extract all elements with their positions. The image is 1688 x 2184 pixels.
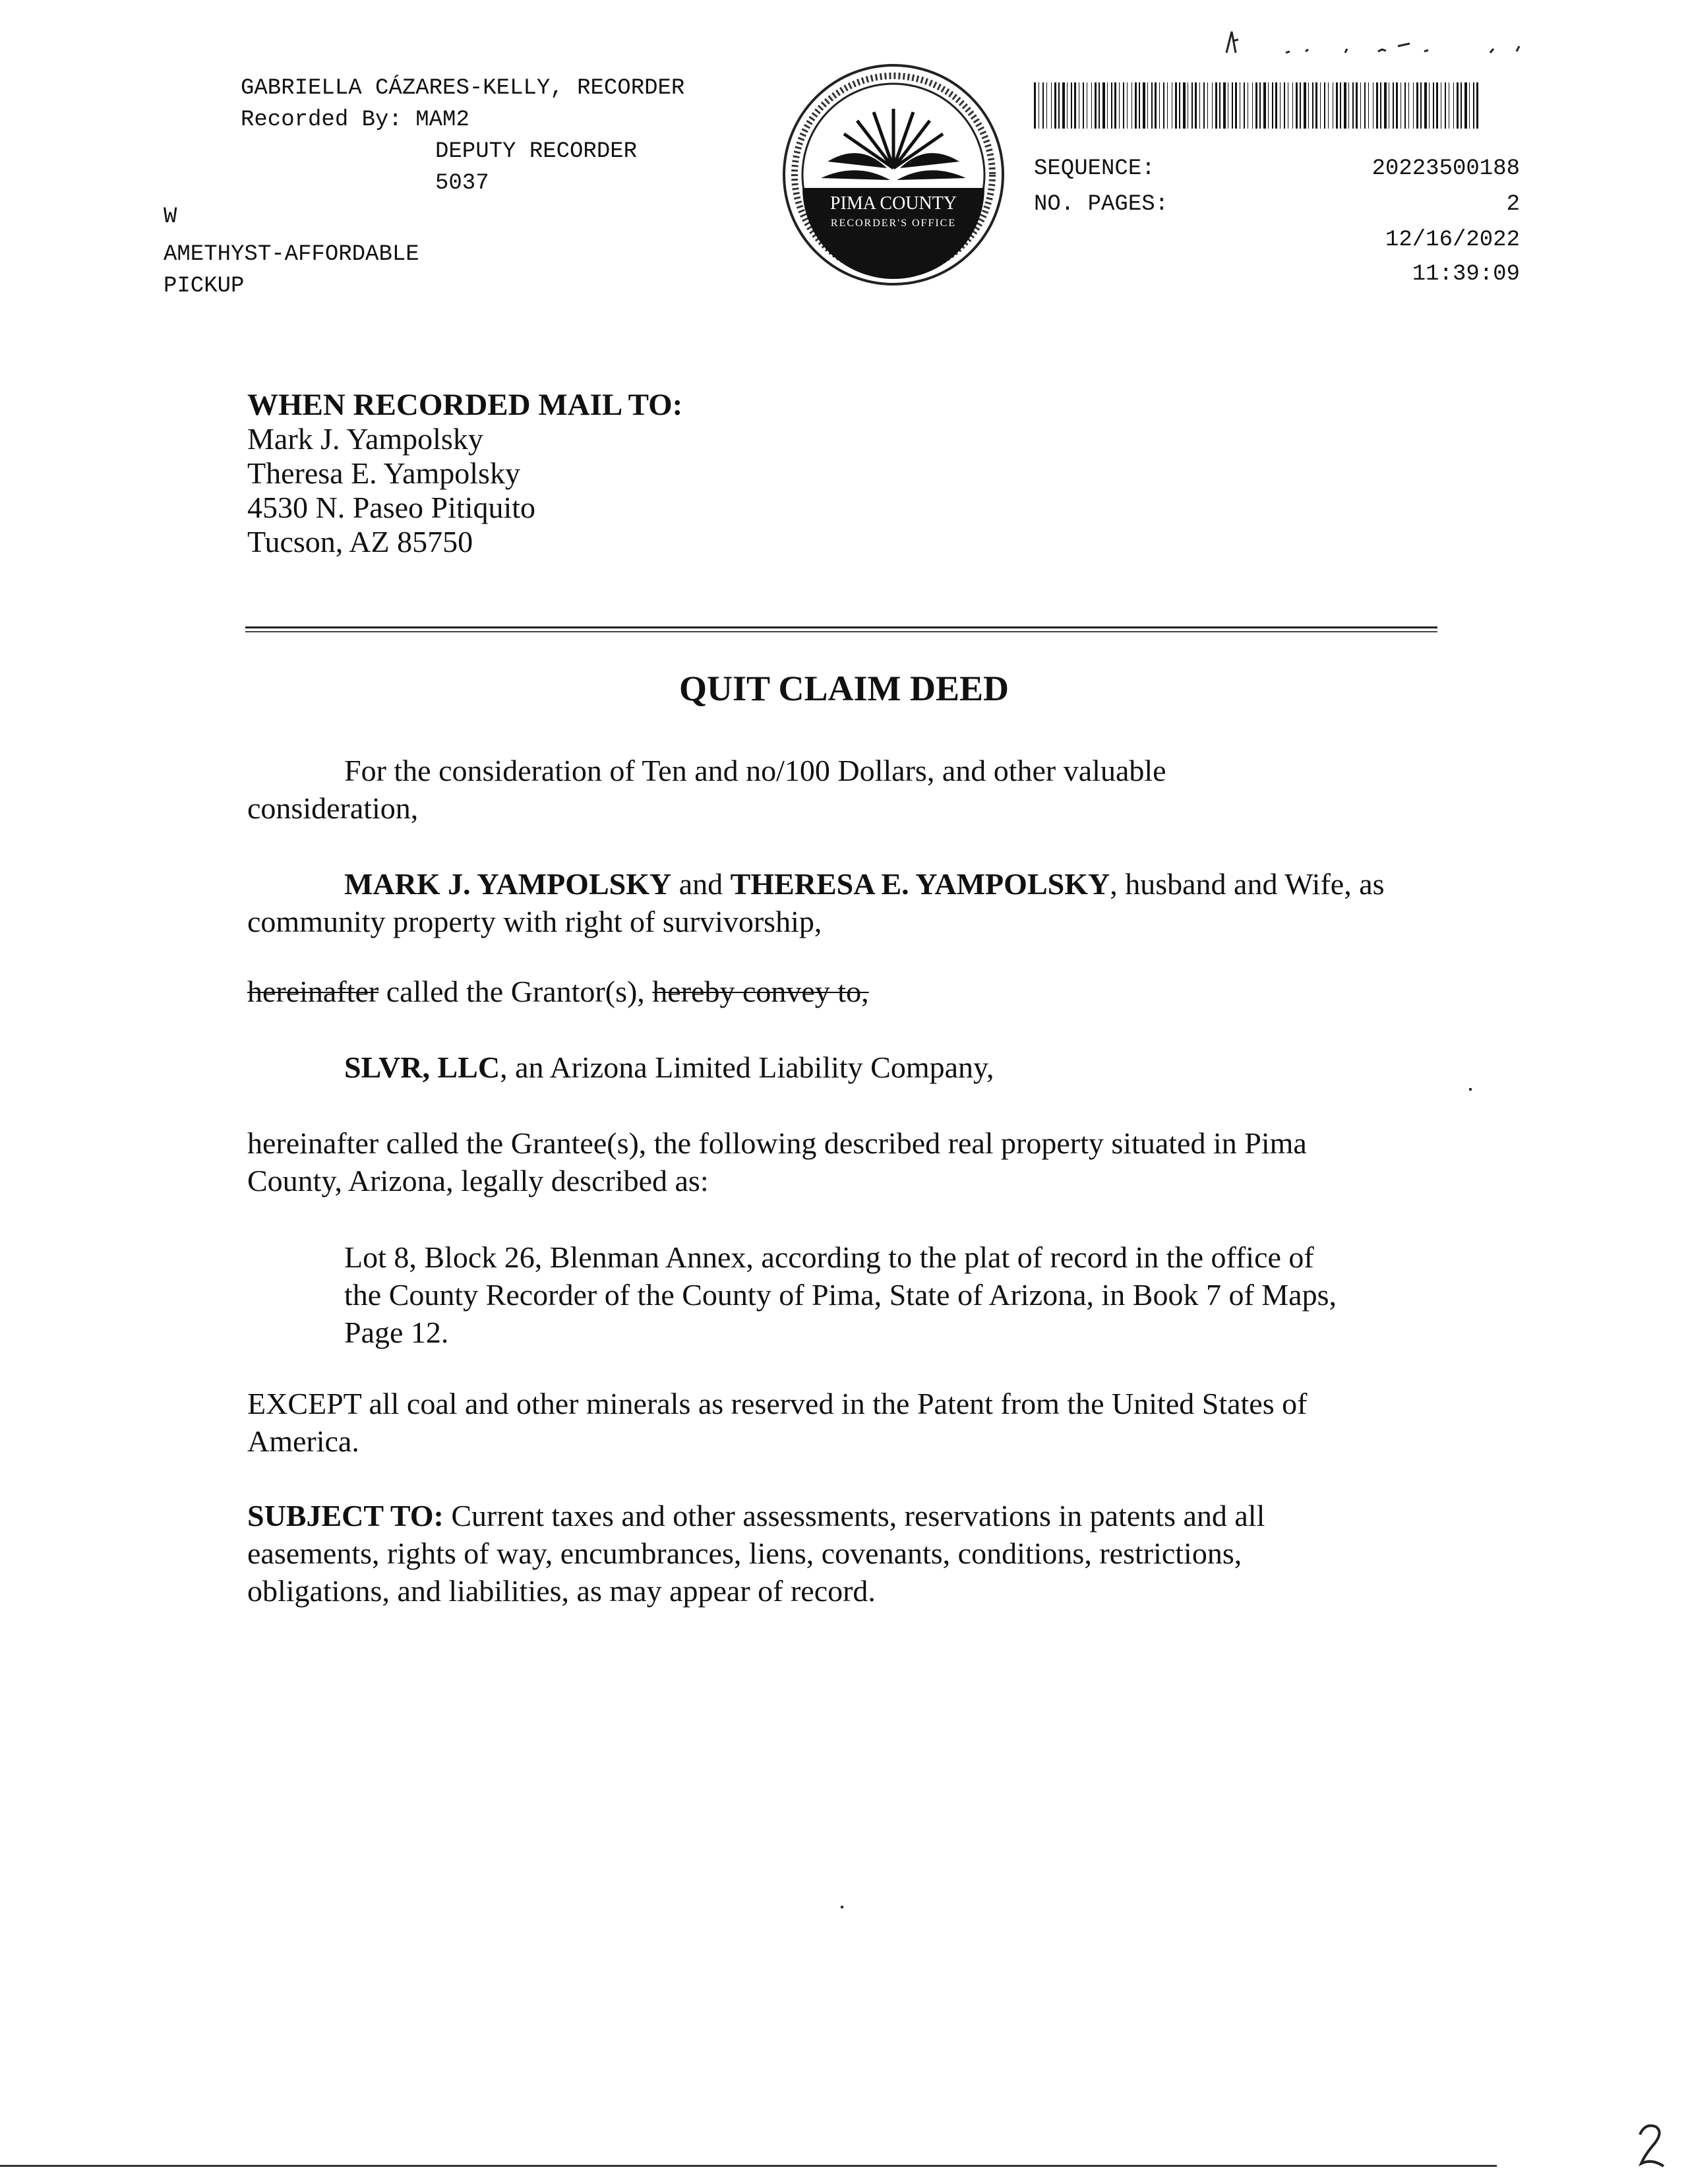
barcode-bar <box>1195 82 1197 129</box>
legal-line1: Lot 8, Block 26, Blenman Annex, according to the plat of record in the office of <box>344 1240 1314 1274</box>
barcode-bar <box>1252 82 1253 129</box>
barcode-bar <box>1131 82 1132 129</box>
grantor1-name: MARK J. YAMPOLSKY <box>344 867 672 901</box>
grantee-called-line1: hereinafter called the Grantee(s), the following described real property situated in Pima <box>247 1126 1307 1160</box>
barcode-bar <box>1175 82 1177 129</box>
barcode-bar <box>1380 82 1381 129</box>
footer-rule <box>0 2165 1497 2167</box>
barcode-bar <box>1413 82 1414 129</box>
mail-to-name1: Mark J. Yampolsky <box>247 422 483 456</box>
grantors-line1 <box>344 865 1385 903</box>
barcode-bar <box>1042 82 1044 129</box>
page-title: QUIT CLAIM DEED <box>678 669 1010 708</box>
barcode-bar <box>1071 82 1072 129</box>
barcode-bar <box>1139 82 1140 129</box>
barcode-bar <box>1215 82 1217 129</box>
legal-line3: Page 12. <box>344 1316 449 1349</box>
barcode-bar <box>1348 82 1349 129</box>
barcode-bar <box>1272 82 1273 129</box>
grantors-line2: community property with right of survivorship, <box>247 905 822 938</box>
barcode-bar <box>1179 82 1180 129</box>
barcode-bar <box>1429 82 1430 129</box>
sequence-value: 20223500188 <box>1372 156 1520 181</box>
subject-line2: easements, rights of way, encumbrances, liens, covenants, conditions, restrictions, <box>247 1536 1242 1570</box>
barcode-bar <box>1091 82 1092 129</box>
barcode-bar <box>1191 82 1193 129</box>
handwritten-page-number <box>1632 2120 1672 2173</box>
barcode-bar <box>1324 82 1325 129</box>
barcode-bar <box>1255 82 1257 129</box>
barcode-bar <box>1445 82 1446 129</box>
barcode-bar <box>1424 82 1427 129</box>
barcode-bar <box>1336 82 1338 129</box>
barcode-bar <box>1051 82 1052 129</box>
mail-to-block <box>247 388 682 559</box>
barcode-bar <box>1352 82 1354 129</box>
subject-line1 <box>247 1497 1265 1534</box>
barcode-bar <box>1212 82 1213 129</box>
grantor-called <box>247 973 869 1010</box>
mail-to-city: Tucson, AZ 85750 <box>247 525 473 559</box>
barcode-bar <box>1300 82 1301 129</box>
barcode-bar <box>1464 82 1467 129</box>
subject-text1: Current taxes and other assessments, reservations in patents and all <box>443 1499 1265 1532</box>
barcode-bar <box>1315 82 1317 129</box>
barcode-bar <box>1083 82 1084 129</box>
barcode-bar <box>1095 82 1097 129</box>
sequence-label: SEQUENCE: <box>1034 156 1155 181</box>
grantor-and: and <box>671 867 731 901</box>
barcode-bar <box>1275 82 1277 129</box>
submitter-line1: AMETHYST-AFFORDABLE <box>164 242 419 267</box>
barcode-bar <box>1102 82 1105 129</box>
barcode-bar <box>1199 82 1200 129</box>
stray-dot <box>1469 1088 1472 1091</box>
barcode-bar <box>1360 82 1361 129</box>
barcode-bar <box>1135 82 1137 129</box>
barcode-bar <box>1067 82 1068 129</box>
barcode-bar <box>1284 82 1285 129</box>
barcode-bar <box>1147 82 1148 129</box>
barcode-bar <box>1384 82 1387 129</box>
barcode-bar <box>1476 82 1478 129</box>
code-w: W <box>164 204 177 229</box>
barcode-bar <box>1340 82 1341 129</box>
barcode-bar <box>1453 82 1454 129</box>
divider <box>245 626 1437 632</box>
recorded-by-value: MAM2 <box>415 107 469 133</box>
barcode-bar <box>1107 82 1108 129</box>
barcode-bar <box>1259 82 1261 129</box>
recording-time: 11:39:09 <box>1412 262 1520 287</box>
submitter-line2: PICKUP <box>164 274 245 299</box>
barcode-bar <box>1111 82 1112 129</box>
barcode-bar <box>1280 82 1281 129</box>
barcode-bar <box>1404 82 1406 129</box>
mail-to-street: 4530 N. Paseo Pitiquito <box>247 491 536 524</box>
subject-label: SUBJECT TO: <box>247 1499 444 1532</box>
barcode-bar <box>1159 82 1160 129</box>
barcode-bar <box>1232 82 1233 129</box>
except-line2: America. <box>247 1424 359 1458</box>
barcode-bar <box>1034 82 1036 129</box>
barcode <box>1034 82 1482 129</box>
mail-to-name2: Theresa E. Yampolsky <box>247 456 520 490</box>
grantee-called-line2: County, Arizona, legally described as: <box>247 1164 709 1198</box>
barcode-bar <box>1219 82 1221 129</box>
recorder-name: GABRIELLA CÁZARES-KELLY, RECORDER <box>241 76 685 101</box>
barcode-bar <box>1203 82 1205 129</box>
barcode-bar <box>1263 82 1266 129</box>
barcode-bar <box>1304 82 1306 129</box>
grantor-called-b: called the Grantor(s), <box>378 975 653 1008</box>
barcode-bar <box>1473 82 1474 129</box>
recorded-by-label: Recorded By: <box>241 107 402 133</box>
barcode-bar <box>1155 82 1157 129</box>
barcode-bar <box>1244 82 1245 129</box>
stray-dot <box>841 1906 843 1908</box>
barcode-bar <box>1074 82 1076 129</box>
subject-line3: obligations, and liabilities, as may appear of record. <box>247 1574 876 1608</box>
barcode-bar <box>1123 82 1124 129</box>
pages-label: NO. PAGES: <box>1034 192 1169 217</box>
grantee-desc: , an Arizona Limited Liability Company, <box>500 1050 994 1084</box>
barcode-bar <box>1368 82 1369 129</box>
barcode-bar <box>1393 82 1394 129</box>
barcode-bar <box>1151 82 1153 129</box>
sunburst-seal-icon <box>781 63 1006 287</box>
barcode-bar <box>1223 82 1226 129</box>
consideration-line2: consideration, <box>247 791 419 825</box>
seal-office: RECORDER'S OFFICE <box>830 218 957 229</box>
legal-line2: the County Recorder of the County of Pima, State of Arizona, in Book 7 of Maps, <box>344 1278 1337 1312</box>
barcode-bar <box>1396 82 1398 129</box>
mail-to-heading: WHEN RECORDED MAIL TO: <box>247 388 683 422</box>
barcode-bar <box>1457 82 1459 129</box>
barcode-bar <box>1328 82 1329 129</box>
barcode-bar <box>1433 82 1434 129</box>
consideration-line1: For the consideration of Ten and no/100 Dollars, and other valuable <box>344 754 1166 787</box>
seal-county: PIMA COUNTY <box>829 193 957 214</box>
barcode-bar <box>1364 82 1366 129</box>
grantor-desc: , husband and Wife, as <box>1110 867 1385 901</box>
deputy-title: DEPUTY RECORDER <box>435 139 638 164</box>
barcode-bar <box>1436 82 1438 129</box>
barcode-bar <box>1183 82 1186 129</box>
grantee-name: SLVR, LLC <box>344 1050 500 1084</box>
barcode-bar <box>1420 82 1422 129</box>
barcode-bar <box>1416 82 1418 129</box>
barcode-bar <box>1119 82 1120 129</box>
barcode-bar <box>1114 82 1116 129</box>
barcode-bar <box>1320 82 1321 129</box>
pages-value: 2 <box>1506 192 1520 217</box>
recorder-block <box>241 73 684 199</box>
barcode-bar <box>1356 82 1358 129</box>
barcode-bar <box>1408 82 1409 129</box>
barcode-bar <box>1143 82 1145 129</box>
barcode-bar <box>1054 82 1056 129</box>
grantee-line <box>344 1048 994 1086</box>
barcode-bar <box>1344 82 1346 129</box>
handwritten-scribble <box>1213 26 1556 59</box>
deputy-number: 5037 <box>435 171 489 196</box>
barcode-bar <box>1046 82 1047 129</box>
barcode-bar <box>1207 82 1208 129</box>
grantor-called-a: hereinafter <box>247 975 379 1008</box>
barcode-bar <box>1062 82 1065 129</box>
recorded-by <box>241 104 684 136</box>
barcode-bar <box>1099 82 1100 129</box>
barcode-bar <box>1127 82 1128 129</box>
barcode-bar <box>1308 82 1309 129</box>
except-line1: EXCEPT all coal and other minerals as reserved in the Patent from the United States of <box>247 1387 1308 1420</box>
barcode-bar <box>1296 82 1298 129</box>
barcode-bar <box>1163 82 1164 129</box>
barcode-bar <box>1312 82 1313 129</box>
barcode-bar <box>1268 82 1269 129</box>
grantor-called-c: hereby convey to, <box>652 975 869 1008</box>
barcode-bar <box>1167 82 1168 129</box>
barcode-bar <box>1058 82 1060 129</box>
barcode-bar <box>1292 82 1293 129</box>
barcode-bar <box>1469 82 1470 129</box>
grantor2-name: THERESA E. YAMPOLSKY <box>730 867 1110 901</box>
barcode-bar <box>1376 82 1378 129</box>
barcode-bar <box>1235 82 1237 129</box>
recording-date: 12/16/2022 <box>1385 228 1520 253</box>
barcode-bar <box>1461 82 1462 129</box>
